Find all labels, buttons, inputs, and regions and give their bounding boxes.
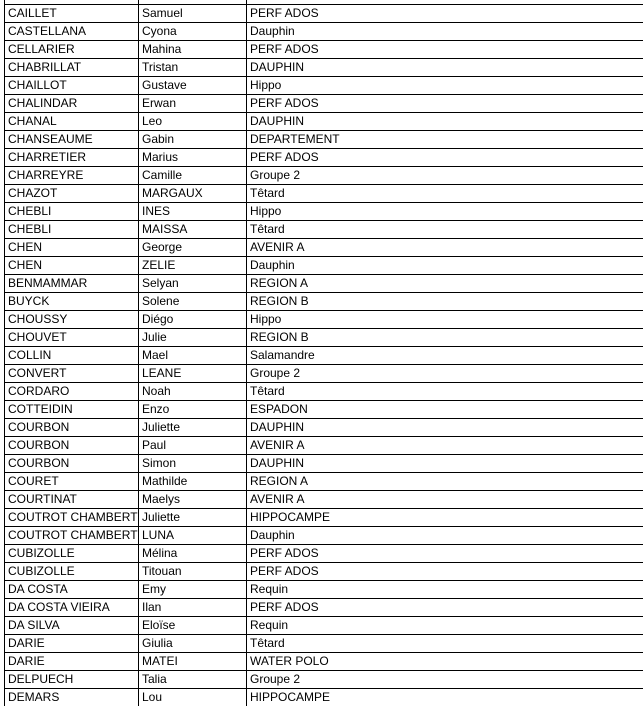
last-name-cell[interactable]: DEMARS	[5, 689, 139, 706]
table-row	[5, 185, 643, 203]
last-name-cell[interactable]: CHARRETIER	[5, 149, 139, 167]
last-name-cell[interactable]: CHAILLOT	[5, 77, 139, 95]
first-name-cell[interactable]: Emy	[139, 581, 247, 599]
table-row	[5, 167, 643, 185]
group-cell[interactable]: Hippo	[247, 77, 643, 95]
table-row	[5, 275, 643, 293]
group-cell[interactable]: Groupe 2	[247, 365, 643, 383]
table-row	[5, 509, 643, 527]
table-row	[5, 293, 643, 311]
table-row	[5, 149, 643, 167]
first-name-cell[interactable]: Mathilde	[139, 473, 247, 491]
last-name-cell[interactable]: CHALINDAR	[5, 95, 139, 113]
group-cell[interactable]: Dauphin	[247, 23, 643, 41]
table-row	[5, 563, 643, 581]
table-row	[5, 203, 643, 221]
table-row	[5, 635, 643, 653]
last-name-cell[interactable]: CASTELLANA	[5, 23, 139, 41]
first-name-cell[interactable]: MARGAUX	[139, 185, 247, 203]
group-cell[interactable]: PERF ADOS	[247, 545, 643, 563]
table-row	[5, 545, 643, 563]
last-name-cell[interactable]: CHOUSSY	[5, 311, 139, 329]
first-name-cell[interactable]: Mael	[139, 347, 247, 365]
table-row	[5, 59, 643, 77]
first-name-cell[interactable]: Marius	[139, 149, 247, 167]
first-name-cell[interactable]: Solene	[139, 293, 247, 311]
group-cell[interactable]: Hippo	[247, 203, 643, 221]
group-cell[interactable]: Requin	[247, 617, 643, 635]
first-name-cell[interactable]: Paul	[139, 437, 247, 455]
group-cell[interactable]: PERF ADOS	[247, 149, 643, 167]
table-row	[5, 365, 643, 383]
table-body	[5, 0, 643, 706]
first-name-cell[interactable]: Gustave	[139, 77, 247, 95]
table-row	[5, 671, 643, 689]
table-row	[5, 689, 643, 706]
first-name-cell[interactable]: ZELIE	[139, 257, 247, 275]
group-cell[interactable]: AVENIR A	[247, 239, 643, 257]
last-name-cell[interactable]: CONVERT	[5, 365, 139, 383]
first-name-cell[interactable]: Leo	[139, 113, 247, 131]
last-name-cell[interactable]: COURBON	[5, 419, 139, 437]
last-name-cell[interactable]: CELLARIER	[5, 41, 139, 59]
last-name-cell[interactable]: CHOUVET	[5, 329, 139, 347]
table-row	[5, 653, 643, 671]
group-cell[interactable]: REGION B	[247, 329, 643, 347]
group-cell[interactable]: DAUPHIN	[247, 59, 643, 77]
table-row	[5, 419, 643, 437]
last-name-cell[interactable]: CHANSEAUME	[5, 131, 139, 149]
first-name-cell[interactable]: Maelys	[139, 491, 247, 509]
first-name-cell[interactable]: Enzo	[139, 401, 247, 419]
last-name-cell[interactable]: DELPUECH	[5, 671, 139, 689]
first-name-cell[interactable]: Cyona	[139, 23, 247, 41]
group-cell[interactable]: HIPPOCAMPE	[247, 509, 643, 527]
table-row	[5, 23, 643, 41]
first-name-cell[interactable]: INES	[139, 203, 247, 221]
first-name-cell[interactable]: Lou	[139, 689, 247, 706]
group-cell[interactable]: Requin	[247, 581, 643, 599]
first-name-cell[interactable]: Simon	[139, 455, 247, 473]
group-cell[interactable]: Têtard	[247, 185, 643, 203]
group-cell[interactable]: AVENIR A	[247, 491, 643, 509]
last-name-cell[interactable]: CUBIZOLLE	[5, 563, 139, 581]
group-cell[interactable]: DAUPHIN	[247, 419, 643, 437]
first-name-cell[interactable]: Ilan	[139, 599, 247, 617]
table-row	[5, 113, 643, 131]
group-cell[interactable]: Têtard	[247, 383, 643, 401]
group-cell[interactable]: REGION B	[247, 293, 643, 311]
last-name-cell[interactable]: CHEN	[5, 257, 139, 275]
first-name-cell[interactable]: Tristan	[139, 59, 247, 77]
last-name-cell[interactable]: CHEN	[5, 239, 139, 257]
table-row	[5, 221, 643, 239]
table-row	[5, 437, 643, 455]
first-name-cell[interactable]: MAISSA	[139, 221, 247, 239]
table-row	[5, 95, 643, 113]
first-name-cell[interactable]: Camille	[139, 167, 247, 185]
last-name-cell[interactable]: BENMAMMAR	[5, 275, 139, 293]
first-name-cell[interactable]: Mahina	[139, 41, 247, 59]
group-cell[interactable]: Dauphin	[247, 257, 643, 275]
table-row	[5, 239, 643, 257]
last-name-cell[interactable]: BUYCK	[5, 293, 139, 311]
first-name-cell[interactable]: Eloïse	[139, 617, 247, 635]
table-row	[5, 527, 643, 545]
group-cell[interactable]: AVENIR A	[247, 437, 643, 455]
last-name-cell[interactable]: CHANAL	[5, 113, 139, 131]
first-name-cell[interactable]: Samuel	[139, 5, 247, 23]
first-name-cell[interactable]: Noah	[139, 383, 247, 401]
group-cell[interactable]: WATER POLO	[247, 653, 643, 671]
last-name-cell[interactable]: COURBON	[5, 455, 139, 473]
table-row	[5, 455, 643, 473]
table-row	[5, 581, 643, 599]
group-cell[interactable]: Têtard	[247, 221, 643, 239]
first-name-cell[interactable]: Gabin	[139, 131, 247, 149]
group-cell[interactable]: REGION A	[247, 473, 643, 491]
last-name-cell[interactable]: CHEBLI	[5, 203, 139, 221]
table-row	[5, 41, 643, 59]
group-cell[interactable]: PERF ADOS	[247, 599, 643, 617]
group-cell[interactable]: PERF ADOS	[247, 5, 643, 23]
table-row	[5, 131, 643, 149]
first-name-cell[interactable]: Selyan	[139, 275, 247, 293]
group-cell[interactable]: PERF ADOS	[247, 95, 643, 113]
table-row	[5, 473, 643, 491]
group-cell[interactable]: HIPPOCAMPE	[247, 689, 643, 706]
table-row	[5, 5, 643, 23]
first-name-cell[interactable]: George	[139, 239, 247, 257]
last-name-cell[interactable]: DA COSTA VIEIRA	[5, 599, 139, 617]
first-name-cell[interactable]: LUNA	[139, 527, 247, 545]
table-row	[5, 401, 643, 419]
group-cell[interactable]: PERF ADOS	[247, 41, 643, 59]
last-name-cell[interactable]: COUTROT CHAMBERT	[5, 509, 139, 527]
last-name-cell[interactable]: DA COSTA	[5, 581, 139, 599]
table-row	[5, 599, 643, 617]
table-row	[5, 383, 643, 401]
last-name-cell[interactable]: CORDARO	[5, 383, 139, 401]
group-cell[interactable]: ESPADON	[247, 401, 643, 419]
last-name-cell[interactable]: COURTINAT	[5, 491, 139, 509]
last-name-cell[interactable]: COTTEIDIN	[5, 401, 139, 419]
first-name-cell[interactable]: MATEI	[139, 653, 247, 671]
group-cell[interactable]: Têtard	[247, 635, 643, 653]
last-name-cell[interactable]: CAILLET	[5, 5, 139, 23]
last-name-cell[interactable]: CHARREYRE	[5, 167, 139, 185]
table-row	[5, 329, 643, 347]
last-name-cell[interactable]: CHAZOT	[5, 185, 139, 203]
first-name-cell[interactable]: Mélina	[139, 545, 247, 563]
group-cell[interactable]: Groupe 2	[247, 671, 643, 689]
first-name-cell[interactable]: Julie	[139, 329, 247, 347]
first-name-cell[interactable]: Juliette	[139, 509, 247, 527]
group-cell[interactable]: Salamandre	[247, 347, 643, 365]
group-cell[interactable]: Dauphin	[247, 527, 643, 545]
table-row	[5, 77, 643, 95]
last-name-cell[interactable]: CHEBLI	[5, 221, 139, 239]
group-cell[interactable]: DEPARTEMENT	[247, 131, 643, 149]
group-cell[interactable]: Groupe 2	[247, 167, 643, 185]
last-name-cell[interactable]: DARIE	[5, 635, 139, 653]
members-table	[4, 0, 643, 706]
first-name-cell[interactable]: Talia	[139, 671, 247, 689]
table-row	[5, 491, 643, 509]
table-row	[5, 257, 643, 275]
group-cell[interactable]: PERF ADOS	[247, 563, 643, 581]
table-row	[5, 311, 643, 329]
group-cell[interactable]: DAUPHIN	[247, 455, 643, 473]
last-name-cell[interactable]: CUBIZOLLE	[5, 545, 139, 563]
first-name-cell[interactable]: Titouan	[139, 563, 247, 581]
table-row	[5, 617, 643, 635]
group-cell[interactable]: DAUPHIN	[247, 113, 643, 131]
first-name-cell[interactable]: Juliette	[139, 419, 247, 437]
last-name-cell[interactable]: DARIE	[5, 653, 139, 671]
last-name-cell[interactable]: COURBON	[5, 437, 139, 455]
group-cell[interactable]: REGION A	[247, 275, 643, 293]
first-name-cell[interactable]: Erwan	[139, 95, 247, 113]
first-name-cell[interactable]: Giulia	[139, 635, 247, 653]
last-name-cell[interactable]: COUTROT CHAMBERT	[5, 527, 139, 545]
table-row	[5, 347, 643, 365]
first-name-cell[interactable]: LEANE	[139, 365, 247, 383]
last-name-cell[interactable]: DA SILVA	[5, 617, 139, 635]
spreadsheet	[4, 0, 643, 706]
last-name-cell[interactable]: COURET	[5, 473, 139, 491]
group-cell[interactable]: Hippo	[247, 311, 643, 329]
last-name-cell[interactable]: CHABRILLAT	[5, 59, 139, 77]
last-name-cell[interactable]: COLLIN	[5, 347, 139, 365]
first-name-cell[interactable]: Diégo	[139, 311, 247, 329]
